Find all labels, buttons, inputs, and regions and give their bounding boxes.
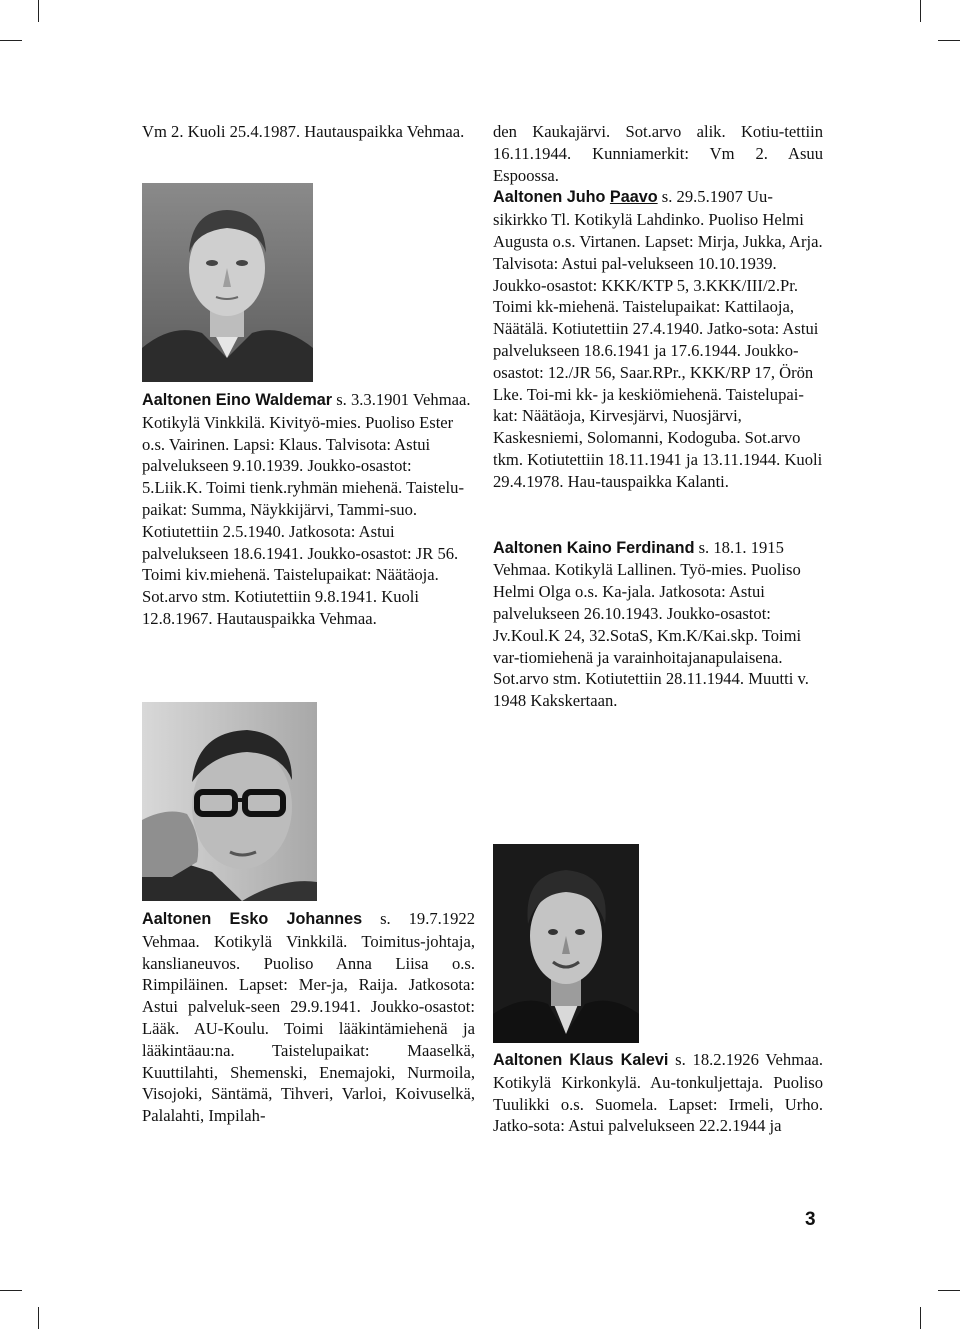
crop-mark-bottom-right-v	[920, 1307, 921, 1329]
crop-mark-bottom-right-h	[938, 1290, 960, 1291]
entry-kaino-text: s. 18.1. 1915 Vehmaa. Kotikylä Lallinen. Työ-mies. Puoliso Helmi Olga o.s. Ka-jala. Jatkosota: Astui palvelukseen 26.10.1943. Joukko-osastot: Jv.Koul.K 24, 32.SotaS, Km.K/Kai.skp. Toimi var-tiomiehenä ja varainhoitajanapulaisena. Sot.arvo stm. Kotiutettiin 28.11.1944. Muutti v. 1948 Kakskertaan.	[493, 537, 809, 711]
entry-esko-paragraph	[142, 908, 475, 1127]
crop-mark-top-right-h	[938, 40, 960, 41]
entry-kaino-paragraph	[493, 537, 823, 712]
crop-mark-bottom-left-h	[0, 1290, 22, 1291]
entry-klaus-text: s. 18.2.1926 Vehmaa. Kotikylä Kirkonkylä. Au-tonkuljettaja. Puoliso Tuulikki o.s. Suomela. Lapset: Irmeli, Urho. Jatko-sota: Astui palvelukseen 22.2.1944 ja	[493, 1050, 823, 1136]
entry-klaus	[493, 1049, 823, 1137]
entry-eino-text: s. 3.3.1901 Vehmaa. Kotikylä Vinkkilä. Kivityö-mies. Puoliso Ester o.s. Vairinen. Lapsi: Klaus. Talvisota: Astui palvelukseen 9.10.1939. Joukko-osastot: 5.Liik.K. Toimi tienk.ryhmän miehenä. Taistelu-paikat: Summa, Näykkijärvi, Tammi-suo. Kotiutettiin 2.5.1940. Jatkosota: Astui palvelukseen 18.6.1941. Joukko-osastot: JR 56. Toimi kiv.miehenä. Taistelupaikat: Näätäoja. Sot.arvo stm. Kotiutettiin 9.8.1941. Kuoli 12.8.1967. Hautauspaikka Vehmaa.	[142, 390, 471, 628]
intro-text-right: den Kaukajärvi. Sot.arvo alik. Kotiu-tettiin 16.11.1944. Kunniamerkit: Vm 2. Asuu Espoossa.	[493, 122, 823, 185]
entry-esko	[142, 908, 475, 1127]
entry-klaus-name: Aaltonen Klaus Kalevi	[493, 1051, 669, 1069]
portrait-photo-klaus	[493, 844, 639, 1043]
paragraph-spacer	[493, 493, 823, 515]
entry-eino-name: Aaltonen Eino Waldemar	[142, 391, 333, 409]
entry-juho-name-underlined: Paavo	[609, 188, 658, 207]
paragraph-spacer	[493, 515, 823, 537]
left-intro	[142, 121, 475, 143]
entry-juho-name-first: Aaltonen Juho	[493, 188, 610, 207]
intro-text-left: Vm 2. Kuoli 25.4.1987. Hautauspaikka Vehmaa.	[142, 122, 465, 141]
entry-juho-text: s. 29.5.1907 Uu-sikirkko Tl. Kotikylä Lahdinko. Puoliso Helmi Augusta o.s. Virtanen. Lapset: Mirja, Jukka, Arja. Talvisota: Astui pal-velukseen 10.10.1939. Joukko-osastot: KKK/KTP 5, 3.KKK/III/2.Pr. Toimi kk-miehenä. Taistelupaikat: Kattilaoja, Näätälä. Kotiutettiin 27.4.1940. Jatko-sota: Astui palvelukseen 18.6.1941 ja 17.6.1944. Joukko-osastot: 12./JR 56, Saar.RPr., KKK/RP 17, Örön Lke. Toi-mi kk- ja keskiömiehenä. Taistelupai-kat: Näätäoja, Kirvesjärvi, Nuosjärvi, Kaskesniemi, Solomanni, Kodoguba. Sot.arvo tkm. Kotiutettiin 18.11.1941 ja 13.11.1944. Kuoli 29.4.1978. Hau-tauspaikka Kalanti.	[493, 187, 823, 491]
portrait-photo-esko	[142, 702, 317, 901]
page-number: 3	[805, 1209, 816, 1230]
entry-klaus-paragraph	[493, 1049, 823, 1137]
crop-mark-top-left-v	[38, 0, 39, 22]
crop-mark-bottom-left-v	[38, 1307, 39, 1329]
portrait-photo-eino	[142, 183, 313, 382]
entry-esko-text: s. 19.7.1922 Vehmaa. Kotikylä Vinkkilä. Toimitus-johtaja, kanslianeuvos. Puoliso Anna Liisa o.s. Rimpiläinen. Lapset: Mer-ja, Raija. Jatkosota: Astui palveluk-seen 29.9.1941. Joukko-osastot: Lääk. AU-Koulu. Toimi lääkintämiehenä ja lääkintäau:na. Taistelupaikat: Maaselkä, Kuuttilahti, Shemenski, Enemajoki, Nurmoila, Visojoki, Säntämä, Tihveri, Varloi, Koivuselkä, Palalahti, Impilah-	[142, 909, 475, 1126]
right-column-text	[493, 121, 823, 712]
entry-juho-paragraph	[493, 186, 823, 492]
entry-kaino-name: Aaltonen Kaino Ferdinand	[493, 538, 695, 557]
entry-eino	[142, 389, 475, 630]
entry-eino-paragraph	[142, 389, 475, 630]
crop-mark-top-left-h	[0, 40, 22, 41]
entry-esko-name: Aaltonen Esko Johannes	[142, 910, 363, 928]
crop-mark-top-right-v	[920, 0, 921, 22]
